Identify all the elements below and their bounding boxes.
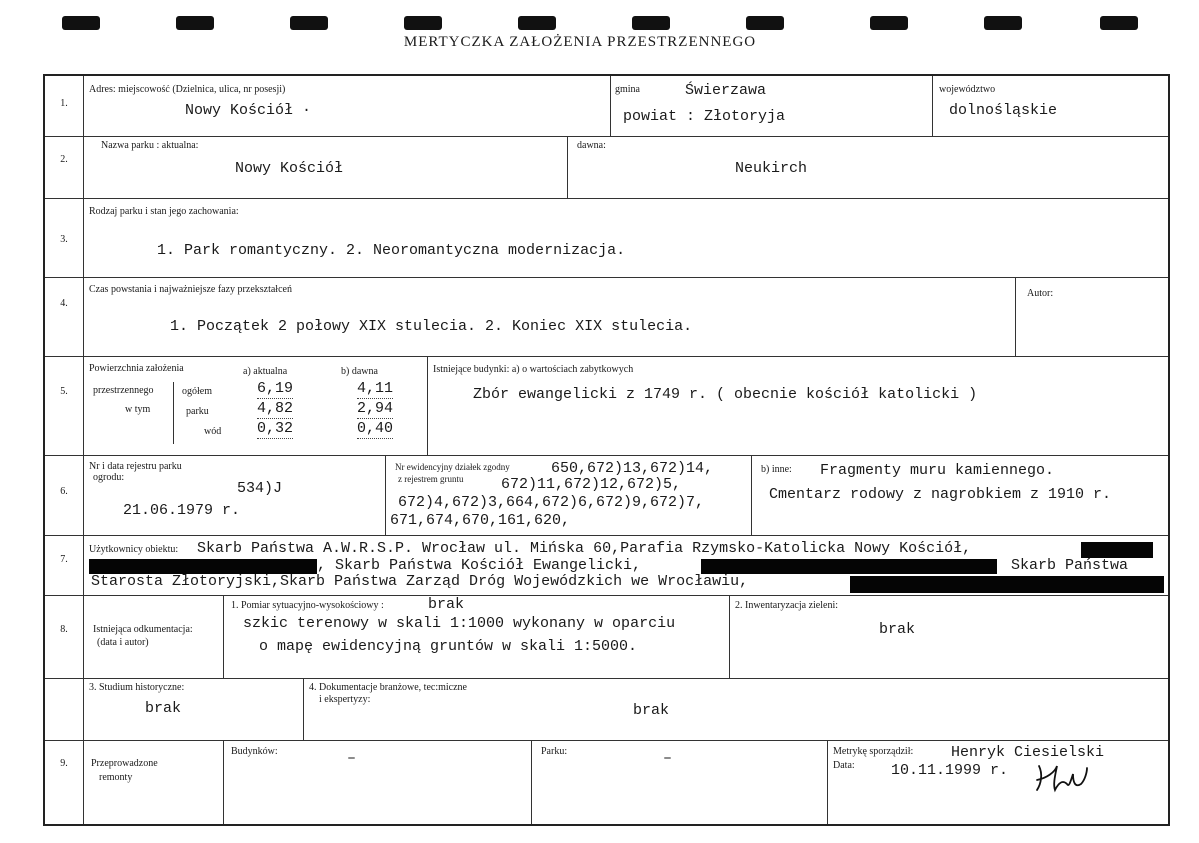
greenery-value: brak <box>879 621 916 638</box>
users-line: Starosta Złotoryjski,Skarb Państwa Zarząd Dróg Wojewódzkich we Wrocławiu, <box>91 573 749 590</box>
documentation-label: Istniejąca odkumentacja: <box>93 624 193 635</box>
row-separator <box>45 356 1168 357</box>
cell-divider <box>567 136 568 198</box>
date-value: 10.11.1999 r. <box>891 762 1009 779</box>
area-label: Powierzchnia założenia <box>89 363 184 374</box>
gmina-value: Świerzawa <box>685 82 767 99</box>
greenery-label: 2. Inwentaryzacja zieleni: <box>735 600 838 611</box>
cell-divider <box>610 76 611 136</box>
survey-value: o mapę ewidencyjną gruntów w skali 1:5000. <box>259 638 638 655</box>
park-type-value: 1. Park romantyczny. 2. Neoromantyczna modernizacja. <box>157 242 626 259</box>
row-number-divider <box>83 76 84 824</box>
gmina-label: gmina <box>615 84 640 95</box>
users-line: Skarb Państwa <box>1011 557 1129 574</box>
parcels-value: 671,674,670,161,620, <box>390 512 571 529</box>
survey-label: 1. Pomiar sytuacyjno-wysokościowy : <box>231 600 384 611</box>
address-label: Adres: miejscowość (Dzielnica, ulica, nr posesji) <box>89 84 286 95</box>
area-former-header: b) dawna <box>341 366 378 377</box>
punch-mark <box>1100 16 1138 30</box>
studium-label: 3. Studium historyczne: <box>89 682 185 693</box>
row-separator <box>45 678 1168 679</box>
wojewodztwo-value: dolnośląskie <box>949 102 1058 119</box>
signature <box>1033 760 1093 796</box>
park-name-label: Nazwa parku : aktualna: <box>101 140 199 151</box>
row-separator <box>45 136 1168 137</box>
row-separator <box>45 277 1168 278</box>
document-title: MERTYCZKA ZAŁOŻENIA PRZESTRZENNEGO <box>403 34 757 50</box>
punch-mark <box>984 16 1022 30</box>
punch-mark <box>62 16 100 30</box>
row-number: 4. <box>60 298 68 309</box>
users-line: , Skarb Państwa Kościół Ewangelicki, <box>317 557 642 574</box>
studium-value: brak <box>145 700 182 717</box>
row-number: 8. <box>60 624 68 635</box>
repairs-buildings-label: Budynków: <box>231 746 278 757</box>
cell-divider <box>827 740 828 824</box>
row-number: 3. <box>60 234 68 245</box>
row-number: 6. <box>60 486 68 497</box>
area-current-value: 4,82 <box>257 400 294 417</box>
cell-divider <box>223 740 224 824</box>
wojewodztwo-label: województwo <box>939 84 996 95</box>
park-name-value: Nowy Kościół <box>235 160 344 177</box>
redaction-bar <box>850 576 1164 593</box>
prepared-by-label: Metrykę sporządził: <box>833 746 914 757</box>
area-label: przestrzennego <box>93 385 154 396</box>
area-row-label: ogółem <box>182 386 212 397</box>
users-label: Użytkownicy obiektu: <box>89 544 179 555</box>
redaction-bar <box>1081 542 1153 558</box>
row-separator <box>45 595 1168 596</box>
author-label: Autor: <box>1027 288 1054 299</box>
punch-mark <box>632 16 670 30</box>
repairs-park-label: Parku: <box>541 746 568 757</box>
row-number: 5. <box>60 386 68 397</box>
address-value: Nowy Kościół · <box>185 102 312 119</box>
row-separator <box>45 455 1168 456</box>
redaction-bar <box>701 559 997 574</box>
punch-mark <box>290 16 328 30</box>
cell-divider <box>173 382 174 444</box>
row-number: 1. <box>60 98 68 109</box>
register-number: 534)J <box>237 480 283 497</box>
row-separator <box>45 535 1168 536</box>
documentation-label: (data i autor) <box>97 637 149 648</box>
prepared-by-value: Henryk Ciesielski <box>951 744 1105 761</box>
powiat-value: powiat : Złotoryja <box>623 108 786 125</box>
repairs-label: Przeprowadzone <box>91 758 158 769</box>
other-buildings-value: Cmentarz rodowy z nagrobkiem z 1910 r. <box>769 486 1112 503</box>
cell-divider <box>427 356 428 455</box>
survey-value: brak <box>428 596 465 613</box>
docs-value: brak <box>633 702 670 719</box>
former-name-label: dawna: <box>577 140 606 151</box>
row-number: 2. <box>60 154 68 165</box>
area-current-header: a) aktualna <box>243 366 288 377</box>
parcels-label: z rejestrem gruntu <box>398 474 464 484</box>
buildings-label: Istniejące budynki: a) o wartościach zabytkowych <box>433 364 634 375</box>
other-buildings-label: b) inne: <box>761 464 792 475</box>
cell-divider <box>1015 277 1016 356</box>
cell-divider <box>531 740 532 824</box>
docs-label: i ekspertyzy: <box>319 694 371 705</box>
area-former-value: 4,11 <box>357 380 394 397</box>
creation-time-value: 1. Początek 2 połowy XIX stulecia. 2. Koniec XIX stulecia. <box>170 318 693 335</box>
register-label: ogrodu: <box>93 472 125 483</box>
other-buildings-value: Fragmenty muru kamiennego. <box>820 462 1055 479</box>
redaction-bar <box>89 559 317 574</box>
punch-mark <box>518 16 556 30</box>
row-separator <box>45 198 1168 199</box>
repairs-label: remonty <box>99 772 133 783</box>
parcels-label: Nr ewidencyjny działek zgodny <box>395 462 510 472</box>
area-current-value: 6,19 <box>257 380 294 397</box>
cell-divider <box>932 76 933 136</box>
cell-divider <box>385 455 386 535</box>
punch-mark <box>870 16 908 30</box>
buildings-value: Zbór ewangelicki z 1749 r. ( obecnie kościół katolicki ) <box>473 386 978 403</box>
cell-divider <box>303 678 304 740</box>
area-label: w tym <box>125 404 151 415</box>
area-former-value: 2,94 <box>357 400 394 417</box>
punch-mark <box>176 16 214 30</box>
area-row-label: parku <box>186 406 209 417</box>
row-number: 9. <box>60 758 68 769</box>
row-separator <box>45 740 1168 741</box>
area-row-label: wód <box>204 426 222 437</box>
row-number: 7. <box>60 554 68 565</box>
parcels-value: 672)4,672)3,664,672)6,672)9,672)7, <box>398 494 705 511</box>
date-label: Data: <box>833 760 855 771</box>
repairs-park-value: – <box>663 750 673 767</box>
cell-divider <box>223 595 224 678</box>
cell-divider <box>729 595 730 678</box>
survey-value: szkic terenowy w skali 1:1000 wykonany w oparciu <box>243 615 676 632</box>
users-line: Skarb Państwa A.W.R.S.P. Wrocław ul. Mińska 60,Parafia Rzymsko-Katolicka Nowy Kościół, <box>197 540 972 557</box>
park-type-label: Rodzaj parku i stan jego zachowania: <box>89 206 239 217</box>
parcels-value: 672)11,672)12,672)5, <box>501 476 682 493</box>
area-current-value: 0,32 <box>257 420 294 437</box>
form-table <box>43 74 1170 826</box>
docs-label: 4. Dokumentacje branżowe, tec:miczne <box>309 682 467 693</box>
parcels-value: 650,672)13,672)14, <box>551 460 714 477</box>
former-name-value: Neukirch <box>735 160 808 177</box>
punch-mark <box>404 16 442 30</box>
area-former-value: 0,40 <box>357 420 394 437</box>
register-label: Nr i data rejestru parku <box>89 461 182 472</box>
punch-mark <box>746 16 784 30</box>
cell-divider <box>751 455 752 535</box>
register-date: 21.06.1979 r. <box>123 502 241 519</box>
creation-time-label: Czas powstania i najważniejsze fazy przekształceń <box>89 284 292 295</box>
repairs-buildings-value: – <box>347 750 357 767</box>
